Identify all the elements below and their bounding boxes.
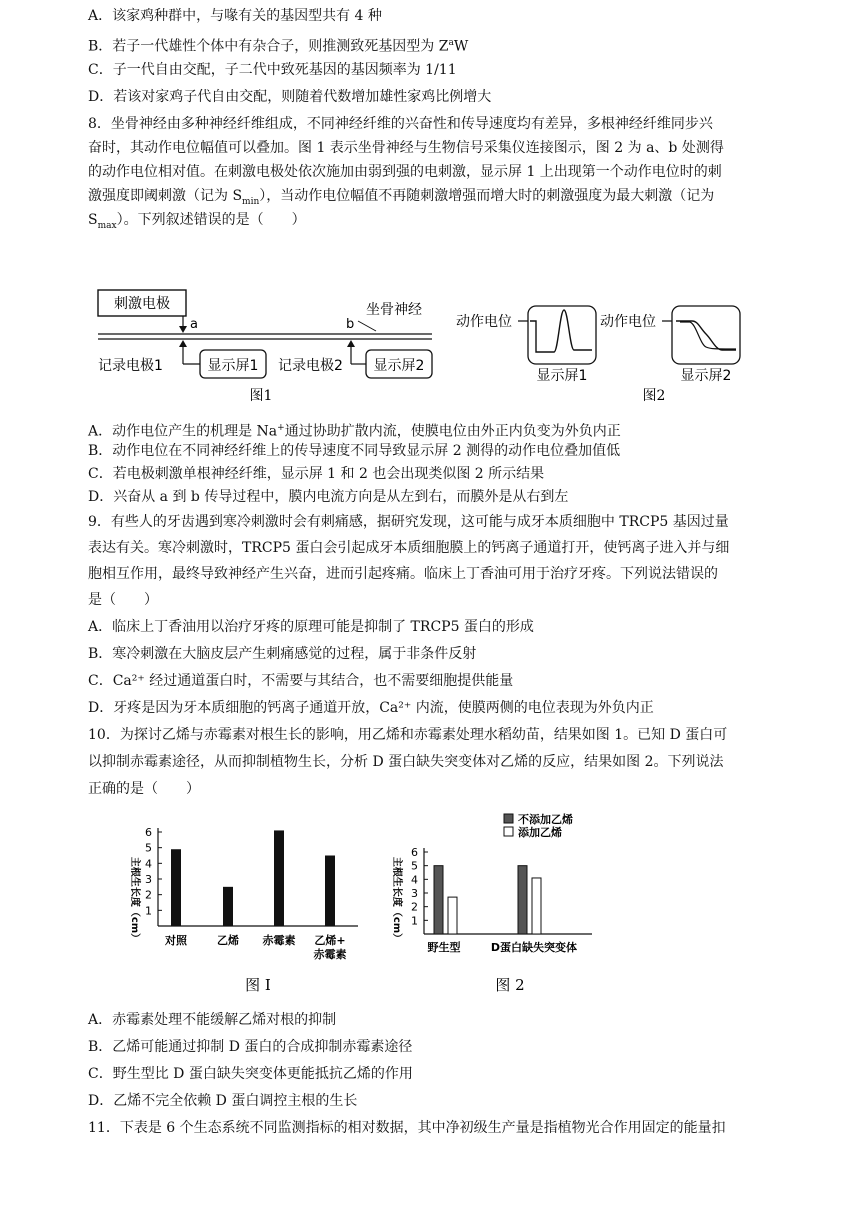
q8-stem-line2: 奋时，其动作电位幅值可以叠加。图 1 表示坐骨神经与生物信号采集仪连接图示，图 2 为 a、b 处测得 [88, 140, 724, 156]
chart2-ytick-label: 6 [411, 846, 418, 859]
chart1-yticks [145, 826, 162, 917]
q7-b-text: B．若子一代雄性个体中有杂合子，则推测致死基因型为 Z [88, 38, 449, 55]
chart1-bars [171, 830, 335, 926]
chart2-bar [434, 866, 443, 934]
q7-option-c: C．子一代自由交配，子二代中致死基因的基因频率为 1/11 [88, 62, 457, 78]
stimulus-electrode-label: 刺激电极 [114, 296, 170, 312]
q9-stem-line3: 胞相互作用，最终导致神经产生兴奋，进而引起疼痛。临床上丁香油可用于治疗牙疼。下列说法错误的 [88, 566, 718, 582]
point-a-label: a [190, 317, 198, 332]
q10-option-c: C．野生型比 D 蛋白缺失突变体更能抵抗乙烯的作用 [88, 1066, 413, 1082]
chart2-bar [448, 897, 457, 934]
chart2-ytick-label: 3 [411, 887, 418, 900]
chart1-title: 图 I [245, 976, 271, 994]
q7-b-sup: a [448, 38, 454, 48]
chart2-category-label: D蛋白缺失突变体 [490, 941, 578, 954]
chart1-ytick-label: 2 [145, 888, 152, 902]
chart1-ytick-label: 1 [145, 904, 152, 918]
chart2-title: 图 2 [495, 976, 525, 994]
chart2-ylabel: 主根生长度（cm） [391, 856, 402, 944]
q9-option-c: C．Ca²⁺ 经过通道蛋白时，不需要与其结合，也不需要细胞提供能量 [88, 673, 514, 689]
q10-chart-2 [380, 808, 600, 996]
chart1-bar [274, 830, 284, 926]
figure-1-caption: 图1 [249, 388, 273, 404]
chart1-ylabel: 主根生长度（cm） [129, 856, 140, 944]
figure-2-caption: 图2 [642, 388, 666, 404]
chart1-bar [325, 856, 335, 927]
q8-stem-line5 [88, 210, 306, 236]
q9-stem-line4: 是（ ） [88, 592, 158, 608]
q8-smin-sub: min [242, 196, 260, 207]
record-electrode-2-label: 记录电极2 [278, 358, 343, 374]
q10-chart-1 [118, 818, 368, 996]
chart1-category-label: 对照 [165, 934, 187, 947]
chart2-legend-swatch [504, 827, 513, 836]
q8-a-text: A．动作电位产生的机理是 Na [88, 423, 278, 440]
chart1-category-label: 乙烯+ [314, 934, 346, 947]
chart2-ytick-label: 1 [411, 914, 418, 928]
q8-a-sup: + [277, 423, 285, 433]
chart1-ytick-label: 3 [145, 873, 152, 886]
q9-option-b: B．寒冷刺激在大脑皮层产生刺痛感觉的过程，属于非条件反射 [88, 646, 477, 662]
ap-screen-1-label: 显示屏1 [536, 368, 588, 384]
q8-option-b: B．动作电位在不同神经纤维上的传导速度不同导致显示屏 2 测得的动作电位叠加值低 [88, 443, 621, 459]
chart2-ytick-label: 2 [411, 900, 418, 914]
chart1-ytick-label: 5 [145, 841, 152, 855]
chart2-ytick-label: 4 [411, 873, 418, 887]
ap-label-2: 动作电位 [600, 314, 656, 330]
chart1-ytick-label: 4 [145, 857, 152, 871]
sciatic-nerve-label: 坐骨神经 [366, 302, 422, 318]
q8-figure-2 [454, 300, 754, 412]
q8-stem-line4 [88, 186, 714, 212]
q7-b-post: W [453, 38, 469, 55]
record-arrow-2 [347, 340, 355, 347]
q10-option-b: B．乙烯可能通过抑制 D 蛋白的合成抑制赤霉素途径 [88, 1039, 413, 1055]
q9-stem-line1: 9．有些人的牙齿遇到寒冷刺激时会有刺痛感，据研究发现，这可能与成牙本质细胞中 TRCP5 基因过量 [88, 514, 729, 530]
q8-stem-4a: 激强度即阈刺激（记为 S [88, 188, 243, 204]
ap-label-1: 动作电位 [456, 314, 512, 330]
chart1-bar [223, 887, 233, 926]
chart1-bar [171, 849, 181, 926]
chart2-category-label: 野生型 [427, 941, 461, 954]
q7-option-b [88, 33, 468, 57]
q8-figure-1 [96, 286, 436, 414]
q8-option-d: D．兴奋从 a 到 b 传导过程中，膜内电流方向是从左到右，而膜外是从右到左 [88, 489, 569, 505]
q10-stem-line1: 10．为探讨乙烯与赤霉素对根生长的影响，用乙烯和赤霉素处理水稻幼苗，结果如图 1。已知 D 蛋白可 [88, 727, 728, 743]
q9-stem-line2: 表达有关。寒冷刺激时，TRCP5 蛋白会引起成牙本质细胞膜上的钙离子通道打开，使钙离子进入并与细 [88, 540, 730, 556]
q11-stem-line1: 11．下表是 6 个生态系统不同监测指标的相对数据，其中净初级生产量是指植物光合作用固定的能量扣 [88, 1120, 726, 1136]
nerve-pointer-line [358, 321, 376, 331]
stim-arrow [179, 326, 187, 333]
chart2-categories [428, 940, 578, 954]
chart1-category-label-line2: 赤霉素 [313, 948, 347, 961]
chart2-ytick-label: 5 [411, 859, 418, 873]
chart2-legend-swatch [504, 814, 513, 823]
q8-stem-5b: ）。下列叙述错误的是（ ） [116, 212, 306, 228]
record-arrow-1 [179, 340, 187, 347]
screen-1-label: 显示屏1 [207, 358, 259, 374]
chart2-legend-label: 不添加乙烯 [518, 813, 573, 826]
q8-stem-4b: ），当动作电位幅值不再随刺激增强而增大时的刺激强度为最大刺激（记为 [259, 188, 715, 204]
q10-stem-line3: 正确的是（ ） [88, 781, 200, 797]
q8-option-c: C．若电极刺激单根神经纤维，显示屏 1 和 2 也会出现类似图 2 所示结果 [88, 466, 545, 482]
chart2-legend [504, 812, 573, 839]
q8-option-a [88, 418, 621, 442]
point-b-label: b [346, 317, 355, 332]
q8-stem-line3: 的动作电位相对值。在刺激电极处依次施加由弱到强的电刺激，显示屏 1 上出现第一个动作电位时的刺 [88, 164, 722, 180]
q10-option-d: D．乙烯不完全依赖 D 蛋白调控主根的生长 [88, 1093, 358, 1109]
q9-option-d: D．牙疼是因为牙本质细胞的钙离子通道开放，Ca²⁺ 内流，使膜两侧的电位表现为外负内正 [88, 700, 654, 716]
chart2-yticks [411, 846, 428, 927]
q8-stem-5a: S [88, 212, 98, 228]
q9-option-a: A．临床上丁香油用以治疗牙疼的原理可能是抑制了 TRCP5 蛋白的形成 [88, 619, 534, 635]
chart2-legend-label: 添加乙烯 [518, 826, 562, 839]
chart1-ytick-label: 6 [145, 826, 152, 839]
q7-option-d: D．若该对家鸡子代自由交配，则随着代数增加雄性家鸡比例增大 [88, 89, 492, 105]
chart2-bar [532, 878, 541, 934]
q8-a-post: 通过协助扩散内流，使膜电位由外正内负变为外负内正 [284, 423, 621, 440]
chart1-category-label: 赤霉素 [262, 934, 296, 947]
chart1-category-label: 乙烯 [217, 934, 239, 947]
record-electrode-1-label: 记录电极1 [98, 358, 163, 374]
q10-stem-line2: 以抑制赤霉素途径，从而抑制植物生长，分析 D 蛋白缺失突变体对乙烯的反应，结果如图 2。下列说法 [88, 754, 724, 770]
q8-smax-sub: max [97, 220, 117, 231]
chart2-bar [518, 866, 527, 934]
q7-option-a: A．该家鸡种群中，与喙有关的基因型共有 4 种 [88, 8, 382, 24]
q8-stem-line1: 8．坐骨神经由多种神经纤维组成，不同神经纤维的兴奋性和传导速度均有差异，多根神经纤维同步兴 [88, 116, 713, 132]
chart1-categories [164, 933, 347, 961]
screen-2-label: 显示屏2 [373, 358, 425, 374]
ap-screen-2-label: 显示屏2 [680, 368, 732, 384]
chart2-bars [434, 866, 541, 934]
q10-option-a: A．赤霉素处理不能缓解乙烯对根的抑制 [88, 1012, 337, 1028]
